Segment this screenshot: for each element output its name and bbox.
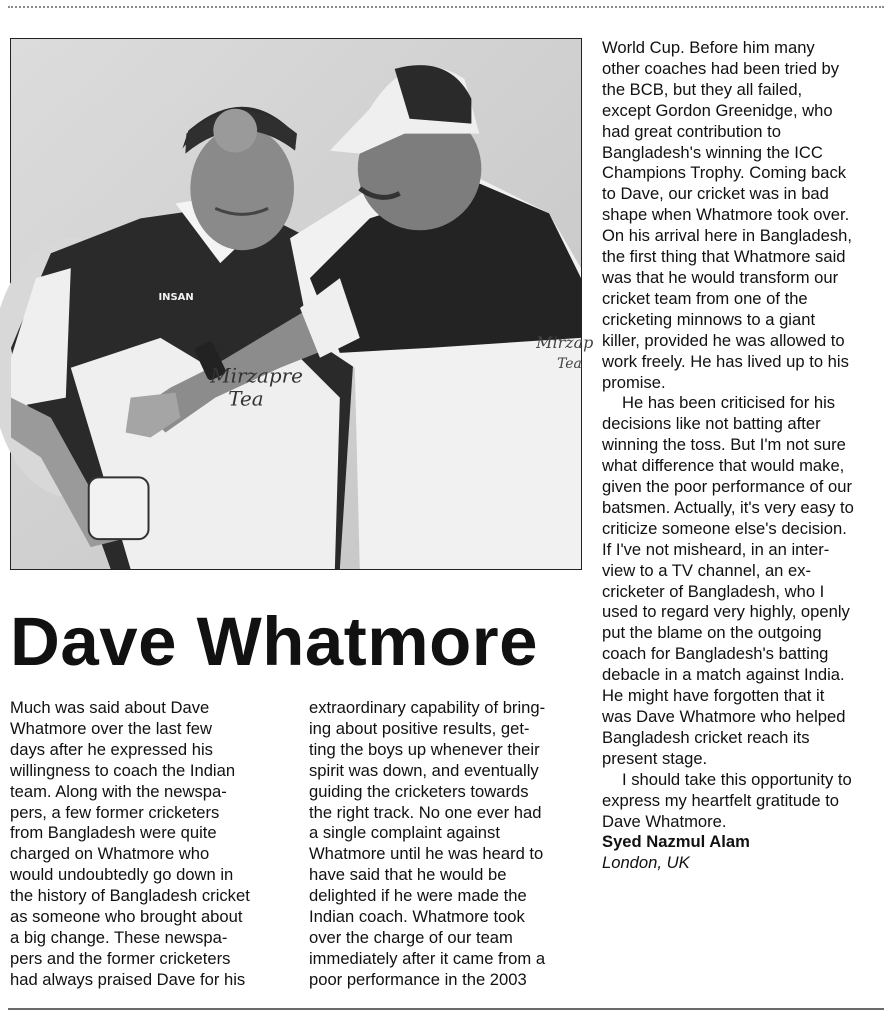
shirt-text-mirzapre: Mirzapre (210, 364, 303, 388)
top-dotted-rule (8, 6, 884, 8)
text-line: Whatmore until he was heard to (309, 844, 544, 864)
text-line: Bangladesh's winning the ICC (602, 142, 823, 162)
photo-two-cricketers-icon (11, 39, 594, 569)
text-line: to Dave, our cricket was in bad (602, 184, 829, 204)
text-line: Champions Trophy. Coming back (602, 163, 847, 183)
text-line: express my heartfelt gratitude to (602, 790, 840, 810)
text-line: work freely. He has lived up to his (602, 351, 849, 371)
text-line: charged on Whatmore who (10, 844, 210, 864)
text-line: cricket team from one of the (602, 288, 808, 308)
text-line: He might have forgotten that it (602, 686, 825, 706)
text-line: was Dave Whatmore who helped (602, 707, 846, 726)
text-line: pers, a few former cricketers (10, 802, 220, 822)
text-line: cricketer of Bangladesh, who I (602, 581, 825, 601)
shirt-text-mirzap-right: Mirzap (536, 332, 594, 352)
text-line: Whatmore over the last few (10, 718, 212, 738)
shirt-text-tea-left: Tea (228, 387, 264, 411)
text-line: the first thing that Whatmore said (602, 247, 846, 267)
text-line: guiding the cricketers towards (309, 781, 529, 801)
article-photo (10, 38, 594, 570)
text-line: except Gordon Greenidge, who (602, 100, 833, 120)
article-column-2 (309, 698, 545, 991)
text-line: winning the toss. But I'm not sure (602, 435, 846, 455)
article-column-1 (10, 698, 250, 991)
text-line: days after he expressed his (10, 739, 213, 759)
text-line: extraordinary capability of bring- (309, 698, 546, 717)
text-line: promise. (602, 372, 666, 392)
text-line: the history of Bangladesh cricket (10, 886, 250, 906)
text-line: killer, provided he was allowed to (602, 330, 845, 350)
text-line: delighted if he were made the (309, 886, 527, 906)
text-line: batsmen. Actually, it's very easy to (602, 497, 854, 517)
text-line: from Bangladesh were quite (10, 823, 217, 843)
text-line: World Cup. Before him many (602, 38, 815, 57)
text-line: over the charge of our team (309, 927, 513, 947)
text-line: Bangladesh cricket reach its (602, 727, 810, 747)
text-line: used to regard very highly, openly (602, 602, 850, 622)
article-headline: Dave Whatmore (10, 603, 538, 680)
text-line: criticize someone else's decision. (602, 518, 847, 538)
bottom-rule (8, 1008, 884, 1010)
text-line: debacle in a match against India. (602, 665, 845, 685)
text-line: Dave Whatmore. (602, 811, 727, 831)
text-line: as someone who brought about (10, 907, 243, 927)
text-line: view to a TV channel, an ex- (602, 560, 812, 580)
text-line: Indian coach. Whatmore took (309, 907, 525, 927)
text-line: team. Along with the newspa- (10, 781, 227, 801)
text-line: decisions like not batting after (602, 414, 821, 434)
text-line: was that he would transform our (602, 267, 839, 287)
text-line: On his arrival here in Bangladesh, (602, 226, 852, 246)
text-line: Much was said about Dave (10, 698, 210, 717)
shirt-text-tea-right: Tea (557, 355, 582, 372)
author-name: Syed Nazmul Alam (602, 832, 750, 852)
text-line: poor performance in the 2003 (309, 969, 527, 989)
text-line: given the poor performance of our (602, 477, 852, 497)
text-line: immediately after it came from a (309, 948, 546, 968)
text-line: had always praised Dave for his (10, 969, 246, 989)
text-line: have said that he would be (309, 865, 507, 885)
article-column-3 (602, 38, 854, 874)
text-line: ing about positive results, get- (309, 718, 530, 738)
text-line: other coaches had been tried by (602, 58, 840, 78)
text-line: willingness to coach the Indian (10, 760, 236, 780)
text-line: pers and the former cricketers (10, 948, 231, 968)
text-line: a big change. These newspa- (10, 927, 228, 947)
text-line: shape when Whatmore took over. (602, 205, 850, 225)
shirt-logo-insan: INSAN (158, 292, 194, 304)
text-line: If I've not misheard, in an inter- (602, 539, 830, 559)
text-line: present stage. (602, 748, 708, 768)
text-line: the BCB, but they all failed, (602, 79, 803, 99)
text-line: cricketing minnows to a giant (602, 309, 816, 329)
text-line: had great contribution to (602, 121, 781, 141)
text-line: I should take this opportunity to (622, 769, 852, 789)
text-line: a single complaint against (309, 823, 500, 843)
text-line: what difference that would make, (602, 456, 845, 476)
text-line: ting the boys up whenever their (309, 739, 540, 759)
text-line: put the blame on the outgoing (602, 623, 822, 643)
author-location: London, UK (602, 853, 690, 873)
text-line: He has been criticised for his (622, 393, 836, 413)
text-line: would undoubtedly go down in (10, 865, 234, 885)
text-line: spirit was down, and eventually (309, 760, 539, 780)
text-line: the right track. No one ever had (309, 802, 542, 822)
text-line: coach for Bangladesh's batting (602, 644, 829, 664)
